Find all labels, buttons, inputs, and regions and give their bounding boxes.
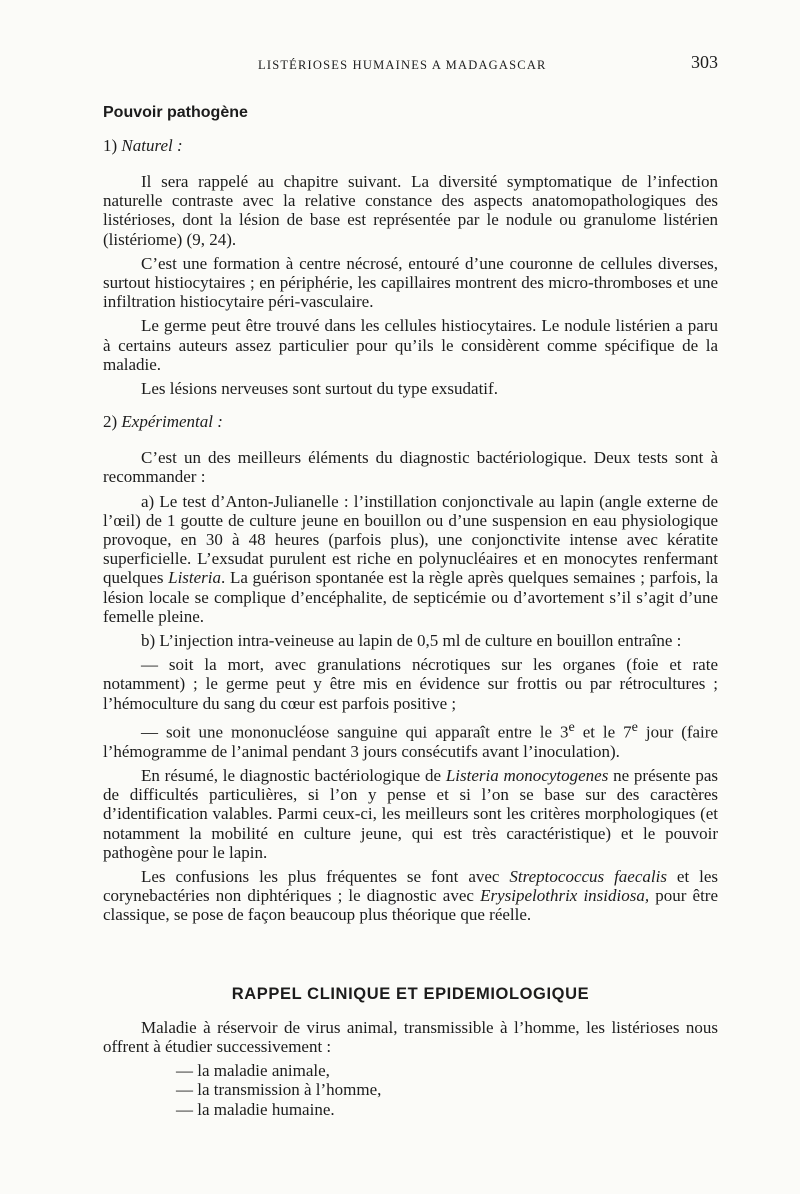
list-item: — la maladie animale, [176, 1060, 330, 1080]
text-run: et les corynebactéries non diphtériques ; le diagnostic avec [103, 866, 718, 906]
superscript: e [631, 718, 638, 735]
text-run: jour (faire l’hémogramme de l’animal pendant 3 jours consécutifs avant l’inoculation). [103, 722, 718, 761]
superscript: e [568, 718, 575, 735]
text-run: . La guérison spontanée est la règle après quelques semaines ; parfois, la lésion locale se complique d’encéphalite, de septicémie ou d’avortement s’il s’agit d’une femelle pleine. [103, 568, 719, 626]
running-title: LISTÉRIOSES HUMAINES A MADAGASCAR [258, 58, 547, 72]
italic-term: Streptococcus faecalis [509, 866, 667, 886]
text-run: a) Le test d’Anton-Julianelle : l’instillation conjonctivale au lapin (angle externe de l’œil) de 1 goutte de culture jeune en bouillon ou d’une suspension en eau physiologique provoque, en 30 à 48 heures (parfois plus), une conjonctivite intense avec kératite superficielle. L’exsudat purulent est riche en polynucléaires et en monocytes renfermant quelques [103, 491, 718, 588]
paragraph [103, 766, 718, 862]
text-run: et le 7 [574, 722, 632, 742]
subheading-number: 2) [103, 412, 118, 432]
paragraph [103, 867, 718, 925]
paragraph: — soit la mort, avec granulations nécrotiques sur les organes (foie et rate notamment) ; le germe peut y être mis en évidence sur frottis ou par rétrocultures ; l’hémoculture du sang du cœur est parfois positive ; [103, 655, 718, 713]
page-number: 303 [691, 52, 718, 72]
list-item: — la maladie humaine. [176, 1099, 335, 1119]
page [103, 52, 718, 1119]
text-run: En résumé, le diagnostic bactériologique de [141, 765, 442, 785]
text-run: ne présente pas de difficultés particulières, si l’on y pense et si l’on se base sur des caractères d’identification valables. Parmi ceux-ci, les meilleurs sont les critères morphologiques (et notamment la mobilité en culture jeune, qui est très caractéristique) et le pouvoir pathogène pour le lapin. [103, 765, 719, 862]
section-heading-pouvoir-pathogene: Pouvoir pathogène [103, 104, 248, 121]
italic-term: Listeria monocytogenes [445, 765, 609, 785]
paragraph: Il sera rappelé au chapitre suivant. La diversité symptomatique de l’infection naturelle contraste avec la relative constance des aspects anatomopathologiques des listérioses, dont la lésion de base est représentée par le nodule ou granulome listérien (listériome) (9, 24). [103, 172, 718, 249]
paragraph: C’est une formation à centre nécrosé, entouré d’une couronne de cellules diverses, surtout histiocytaires ; en périphérie, les capillaires montrent des micro-thromboses et une infiltration histiocytaire péri-vasculaire. [103, 253, 718, 312]
section-heading-rappel-clinique: RAPPEL CLINIQUE ET EPIDEMIOLOGIQUE [231, 984, 590, 1003]
italic-term: Listeria [168, 568, 222, 588]
italic-term: Erysipelothrix insidiosa, [480, 886, 650, 906]
paragraph-test-a [103, 492, 718, 626]
subheading-naturel [103, 136, 718, 156]
paragraph: Le germe peut être trouvé dans les cellules histiocytaires. Le nodule listérien a paru à certains auteurs assez particulier pour qu’ils le considèrent comme spécifique de la maladie. [103, 316, 718, 374]
paragraph: C’est un des meilleurs éléments du diagnostic bactériologique. Deux tests sont à recommander : [103, 448, 718, 487]
topic-list [103, 1061, 718, 1120]
list-item: — la transmission à l’homme, [176, 1080, 382, 1100]
paragraph [103, 718, 718, 761]
subheading-title: Expérimental : [121, 412, 223, 432]
paragraph: Les lésions nerveuses sont surtout du type exsudatif. [141, 379, 498, 399]
paragraph-test-b: b) L’injection intra-veineuse au lapin de 0,5 ml de culture en bouillon entraîne : [141, 631, 682, 651]
paragraph: Maladie à réservoir de virus animal, transmissible à l’homme, les listérioses nous offrent à étudier successivement : [103, 1017, 718, 1056]
subheading-experimental [103, 412, 718, 432]
running-header [103, 52, 718, 82]
text-run: Les confusions les plus fréquentes se font avec [141, 866, 500, 886]
subheading-title: Naturel : [121, 136, 183, 155]
text-run: pour être classique, se pose de façon beaucoup plus théorique que réelle. [103, 886, 719, 925]
subheading-number: 1) [103, 136, 118, 155]
text-run: — soit une mononucléose sanguine qui apparaît entre le 3 [141, 722, 569, 742]
